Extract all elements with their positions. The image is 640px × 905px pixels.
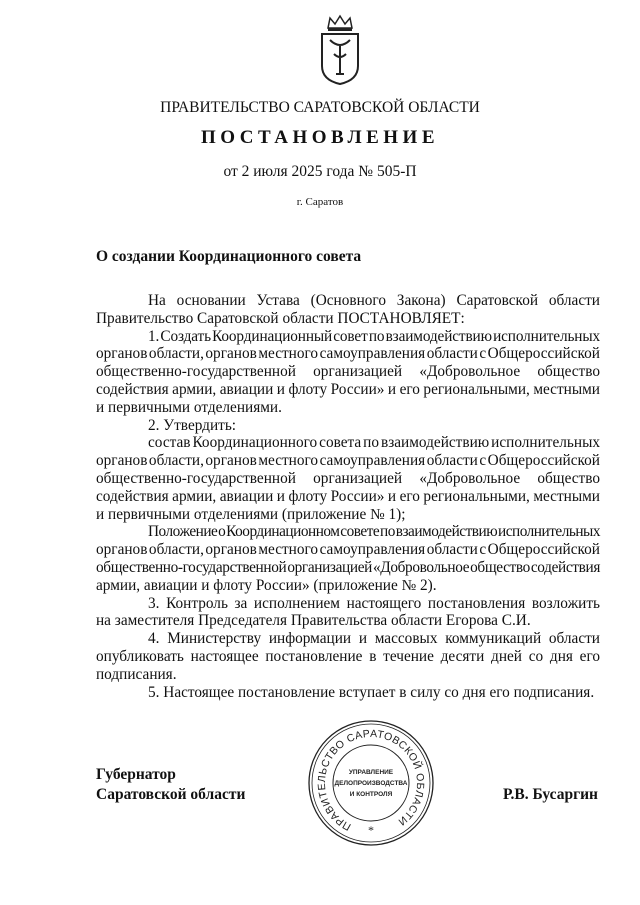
paragraph — [96, 434, 600, 523]
paragraph-line — [96, 488, 600, 506]
government-name: ПРАВИТЕЛЬСТВО САРАТОВСКОЙ ОБЛАСТИ — [160, 99, 480, 116]
document-body — [96, 292, 600, 701]
paragraph-line — [96, 363, 600, 381]
paragraph-line-text: и первичными отделениями (приложение № 1); — [96, 505, 406, 523]
paragraph-line-text: 5. Настоящее постановление вступает в силу со дня его подписания. — [148, 683, 595, 701]
paragraph-line-text: общественно-государственной организацией «Добровольное общество содействия — [96, 558, 600, 576]
paragraph-line-text: органов области, органов местного самоуправления области с Общероссийской — [96, 345, 600, 363]
paragraph-line-text: на заместителя Председателя Правительства области Егорова С.И. — [96, 612, 531, 630]
paragraph-line — [96, 684, 600, 702]
paragraph-line — [96, 648, 600, 666]
stamp-center-line: ДЕЛОПРОИЗВОДСТВА — [334, 780, 408, 787]
document-city: г. Саратов — [296, 196, 344, 208]
stamp-center-line: УПРАВЛЕНИЕ — [348, 769, 394, 776]
official-stamp — [306, 718, 436, 848]
paragraph-line — [96, 381, 600, 399]
paragraph-line-text: и первичными отделениями. — [96, 398, 282, 416]
coat-of-arms-icon — [318, 14, 362, 86]
paragraph-line-text: общественно-государственной организацией «Добровольное общество — [96, 363, 600, 381]
paragraph-line — [96, 470, 600, 488]
paragraph-line — [96, 630, 600, 648]
paragraph-line — [96, 559, 600, 577]
paragraph-line-text: содействия армии, авиации и флоту России» и его региональными, местными — [96, 380, 600, 398]
paragraph-line-text: На основании Устава (Основного Закона) Саратовской области — [148, 292, 600, 309]
paragraph-line — [96, 452, 600, 470]
signatory-name: Р.В. Бусаргин — [503, 786, 598, 803]
paragraph-line-text: органов области, органов местного самоуправления области с Общероссийской — [96, 541, 600, 559]
paragraph-line — [96, 666, 600, 684]
paragraph-line-text: опубликовать настоящее постановление в течение десяти дней со дня его — [96, 647, 600, 665]
paragraph-line-text: 2. Утвердить: — [148, 416, 237, 434]
paragraph — [96, 684, 600, 702]
paragraph-line — [96, 523, 600, 541]
paragraph-line-text: общественно-государственной организацией «Добровольное общество — [96, 469, 600, 487]
paragraph-line-text: 4. Министерству информации и массовых коммуникаций области — [148, 630, 600, 648]
paragraph — [96, 417, 600, 435]
paragraph-line-text: армии, авиации и флоту России» (приложение № 2). — [96, 576, 437, 594]
paragraph-line-text: Правительство Саратовской области ПОСТАНОВЛЯЕТ: — [96, 309, 465, 327]
paragraph-line-text: 3. Контроль за исполнением настоящего постановления возложить — [148, 594, 600, 612]
paragraph-line-text: содействия армии, авиации и флоту России» и его региональными, местными — [96, 487, 600, 505]
paragraph — [96, 328, 600, 417]
stamp-center-line: И КОНТРОЛЯ — [349, 791, 393, 798]
paragraph-line — [96, 328, 600, 346]
paragraph-line — [96, 541, 600, 559]
paragraph-line-text: подписания. — [96, 665, 177, 683]
document-subject: О создании Координационного совета — [96, 248, 362, 265]
paragraph-line-text: 1. Создать Координационный совет по взаимодействию исполнительных — [148, 327, 600, 345]
paragraph-line — [96, 595, 600, 613]
paragraph-line — [96, 310, 600, 328]
paragraph-line-text: органов области, органов местного самоуправления области с Общероссийской — [96, 452, 600, 470]
paragraph-line — [96, 577, 600, 595]
paragraph — [96, 630, 600, 683]
paragraph-line — [96, 506, 600, 524]
document-date-number: от 2 июля 2025 года № 505-П — [223, 163, 417, 180]
paragraph-line — [96, 417, 600, 435]
paragraph-line-text: состав Координационного совета по взаимодействию исполнительных — [148, 434, 600, 452]
document-type: ПОСТАНОВЛЕНИЕ — [200, 127, 440, 148]
signatory-region: Саратовской области — [96, 786, 246, 803]
paragraph-line — [96, 399, 600, 417]
paragraph-line — [96, 434, 600, 452]
paragraph — [96, 595, 600, 631]
stamp-star: * — [368, 823, 374, 837]
paragraph — [96, 292, 600, 328]
paragraph-line-text: Положение о Координационном совете по взаимодействию исполнительных — [148, 523, 600, 541]
paragraph-line — [96, 292, 600, 310]
stamp-ring-text: ПРАВИТЕЛЬСТВО САРАТОВСКОЙ ОБЛАСТИ — [315, 727, 427, 833]
paragraph-line — [96, 345, 600, 363]
paragraph — [96, 523, 600, 594]
signatory-position: Губернатор — [96, 766, 176, 783]
paragraph-line — [96, 612, 600, 630]
